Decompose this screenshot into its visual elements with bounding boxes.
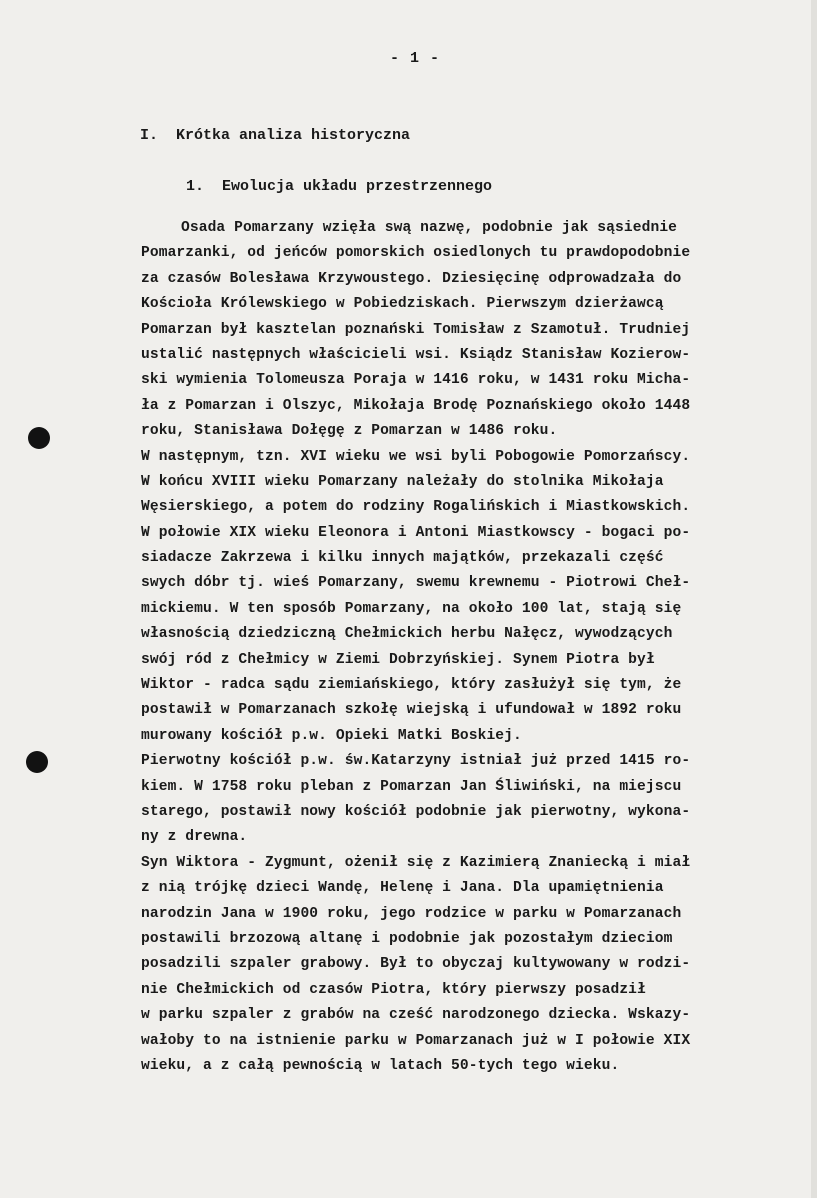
text-line: swój ród z Chełmicy w Ziemi Dobrzyńskiej. Synem Piotra był bbox=[141, 651, 655, 668]
text-line: ski wymienia Tolomeusza Poraja w 1416 roku, w 1431 roku Michа- bbox=[141, 372, 691, 389]
text-line: Kościoła Królewskiego w Pobiedziskach. Pierwszym dzierżawcą bbox=[141, 296, 664, 313]
page-number: - 1 - bbox=[390, 50, 441, 67]
text-line: Osada Pomarzany wzięła swą nazwę, podobnie jak sąsiednie bbox=[181, 220, 678, 236]
text-line: z nią trójkę dzieci Wandę, Helenę i Jana. Dla upamiętnienia bbox=[141, 880, 664, 897]
text-line: Wiktor - radca sądu ziemiańskiego, który zasłużył się tym, że bbox=[141, 677, 682, 694]
punch-hole bbox=[28, 427, 50, 449]
text-line: swych dóbr tj. wieś Pomarzany, swemu krewnemu - Piotrowi Cheł- bbox=[141, 575, 691, 592]
text-line: W końcu XVIII wieku Pomarzany należały do stolnika Mikołaja bbox=[141, 473, 664, 490]
punch-hole bbox=[26, 751, 48, 773]
text-line: nie Chełmickich od czasów Piotra, który pierwszy posadził bbox=[141, 981, 646, 998]
text-line: Syn Wiktora - Zygmunt, ożenił się z Kazimierą Znaniecką i miał bbox=[141, 854, 691, 871]
text-line: Pomarzanki, od jeńców pomorskich osiedlonych tu prawdopodobnie bbox=[141, 245, 691, 262]
body-text bbox=[141, 216, 786, 1079]
text-line: mickiemu. W ten sposób Pomarzany, na około 100 lat, stają się bbox=[141, 600, 682, 617]
section-heading: I. Krótka analiza historyczna bbox=[140, 127, 411, 144]
text-line: w parku szpaler z grabów na cześć narodzonego dziecka. Wskazy- bbox=[141, 1007, 691, 1024]
text-line: za czasów Bolesława Krzywoustego. Dziesięcinę odprowadzała do bbox=[141, 270, 682, 287]
subsection-heading: 1. Ewolucja układu przestrzennego bbox=[186, 178, 493, 195]
text-line: Pierwotny kościół p.w. św.Katarzyny istniał już przed 1415 ro- bbox=[141, 753, 691, 770]
text-line: starego, postawił nowy kościół podobnie jak pierwotny, wykona- bbox=[141, 803, 691, 820]
text-line: własnością dziedziczną Chełmickich herbu Nałęcz, wywodzących bbox=[141, 626, 673, 643]
text-line: wałoby to na istnienie parku w Pomarzanach już w I połowie XIX bbox=[141, 1032, 691, 1049]
text-line: roku, Stanisława Dołęgę z Pomarzan w 1486 roku. bbox=[141, 423, 558, 440]
text-line: kiem. W 1758 roku pleban z Pomarzan Jan Śliwiński, na miejscu bbox=[141, 778, 682, 795]
text-line: posadzili szpaler grabowy. Był to obyczaj kultywowany w rodzi- bbox=[141, 956, 691, 973]
text-line: murowany kościół p.w. Opieki Matki Boskiej. bbox=[141, 727, 522, 744]
text-line: ustalić następnych właścicieli wsi. Ksiądz Stanisław Kozierow- bbox=[141, 346, 691, 363]
text-line: postawił w Pomarzanach szkołę wiejską i ufundował w 1892 roku bbox=[141, 702, 682, 719]
text-line: narodzin Jana w 1900 roku, jego rodzice w parku w Pomarzanach bbox=[141, 905, 682, 922]
text-line: postawili brzozową altanę i podobnie jak pozostałym dzieciom bbox=[141, 930, 673, 947]
text-line: Pomarzan był kasztelan poznański Tomisław z Szamotuł. Trudniej bbox=[141, 321, 691, 338]
text-line: siadacze Zakrzewa i kilku innych majątków, przekazali część bbox=[141, 550, 664, 567]
text-line: Węsierskiego, a potem do rodziny Rogalińskich i Miastkowskich. bbox=[141, 499, 691, 516]
text-line: ny z drewna. bbox=[141, 829, 248, 846]
text-line: W połowie XIX wieku Eleonora i Antoni Miastkowscy - bogaci po- bbox=[141, 524, 691, 541]
text-line: wieku, a z całą pewnością w latach 50-tych tego wieku. bbox=[141, 1057, 620, 1074]
text-line: W następnym, tzn. XVI wieku we wsi byli Pobogowie Pomorzańscy. bbox=[141, 448, 691, 465]
text-line: ła z Pomarzan i Olszyc, Mikołaja Brodę Poznańskiego około 1448 bbox=[141, 397, 691, 414]
